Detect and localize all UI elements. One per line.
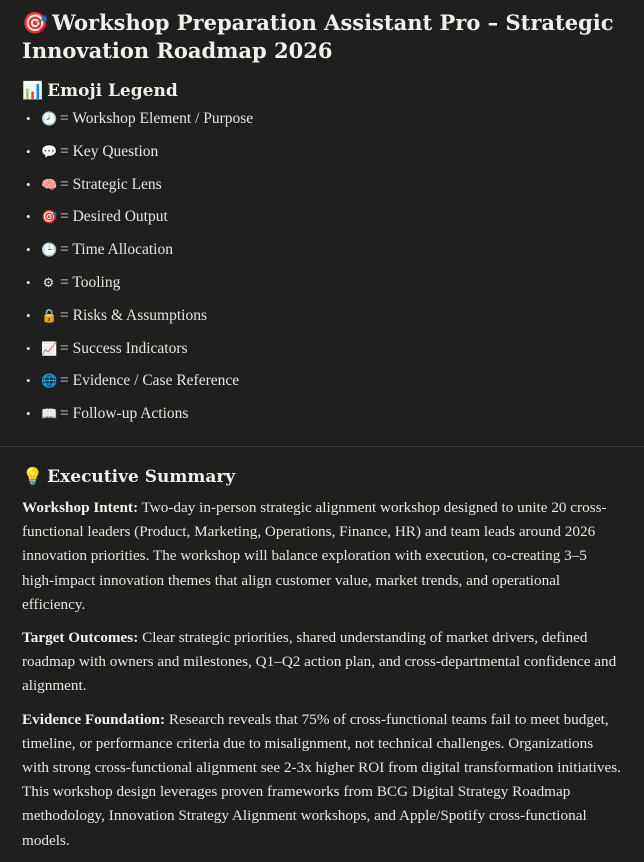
summary-paragraph-evidence [22, 708, 622, 853]
list-item: • 🕗 = Workshop Element / Purpose [22, 103, 622, 136]
legend-label: = Workshop Element / Purpose [60, 110, 254, 127]
legend-heading [22, 79, 622, 103]
legend-heading-text: Emoji Legend [47, 81, 178, 101]
bar-chart-icon: 📊 [22, 81, 44, 101]
paragraph-text: Research reveals that 75% of cross-functional teams fail to meet budget, timeline, or performance criteria due to misalignment, not technical challenges. Organizations with strong cross-functional alignment see 2-3x higher ROI from digital transformation initiatives. This workshop design leverages proven frameworks from BCG Digital Strategy Roadmap methodology, Innovation Strategy Alignment workshops, and Apple/Spotify cross-functional models. [22, 710, 621, 849]
list-item: • 📖 = Follow-up Actions [22, 398, 622, 431]
section-divider [0, 446, 644, 447]
list-item: • 💬 = Key Question [22, 136, 622, 169]
target-icon: 🎯 [22, 11, 49, 35]
list-item: • 🧠 = Strategic Lens [22, 169, 622, 202]
legend-label: = Risks & Assumptions [60, 306, 207, 324]
chart-up-icon: 📈 [41, 341, 58, 357]
legend-label: = Success Indicators [60, 339, 188, 357]
legend-label: = Time Allocation [60, 241, 173, 259]
lightbulb-icon: 💡 [22, 466, 44, 487]
list-item: • 🔒 = Risks & Assumptions [22, 300, 622, 333]
list-item: • 🕒 = Time Allocation [22, 234, 622, 267]
globe-icon: 🌐 [41, 374, 58, 390]
paragraph-label: Target Outcomes: [22, 628, 139, 646]
list-item: • ⚙ = Tooling [22, 267, 622, 300]
legend-label: = Strategic Lens [60, 175, 162, 193]
paragraph-text: Clear strategic priorities, shared understanding of market drivers, defined roadmap with owners and milestones, Q1–Q2 action plan, and cross-departmental confidence and alignment. [22, 628, 617, 695]
list-item: • 🎯 = Desired Output [22, 201, 622, 234]
legend-label: = Tooling [60, 273, 121, 291]
summary-heading [22, 465, 622, 489]
brain-icon: 🧠 [41, 177, 58, 193]
list-item: • 🌐 = Evidence / Case Reference [22, 365, 622, 398]
speech-bubble-icon: 💬 [41, 144, 58, 160]
gear-icon: ⚙ [42, 275, 55, 291]
list-item: • 📈 = Success Indicators [22, 333, 622, 366]
paragraph-label: Evidence Foundation: [22, 710, 166, 728]
paragraph-label: Workshop Intent: [22, 498, 139, 516]
timer-icon: 🕒 [41, 243, 58, 259]
target-icon: 🎯 [41, 210, 58, 226]
legend-label: = Key Question [60, 142, 159, 160]
legend-label: = Desired Output [60, 208, 168, 226]
page-title [22, 0, 622, 65]
legend-label: = Evidence / Case Reference [60, 372, 240, 390]
paragraph-text: Two-day in-person strategic alignment workshop designed to unite 20 cross-functional leaders (Product, Marketing, Operations, Finance, HR) and team leads around 2026 innovation priorities. The workshop will balance exploration with execution, co-creating 3–5 high-impact innovation themes that align customer value, market trends, and operational efficiency. [22, 498, 607, 613]
clock-icon: 🕗 [41, 112, 58, 127]
page-title-line2: Innovation Roadmap 2026 [22, 38, 333, 63]
lock-icon: 🔒 [41, 308, 58, 324]
summary-heading-text: Executive Summary [47, 466, 236, 487]
legend-label: = Follow-up Actions [60, 405, 189, 423]
legend-list [22, 103, 622, 431]
summary-paragraph-outcomes [22, 626, 622, 699]
page-title-line1: Workshop Preparation Assistant Pro – Strategic [52, 10, 614, 35]
summary-paragraph-intent [22, 496, 622, 617]
book-icon: 📖 [41, 407, 58, 423]
